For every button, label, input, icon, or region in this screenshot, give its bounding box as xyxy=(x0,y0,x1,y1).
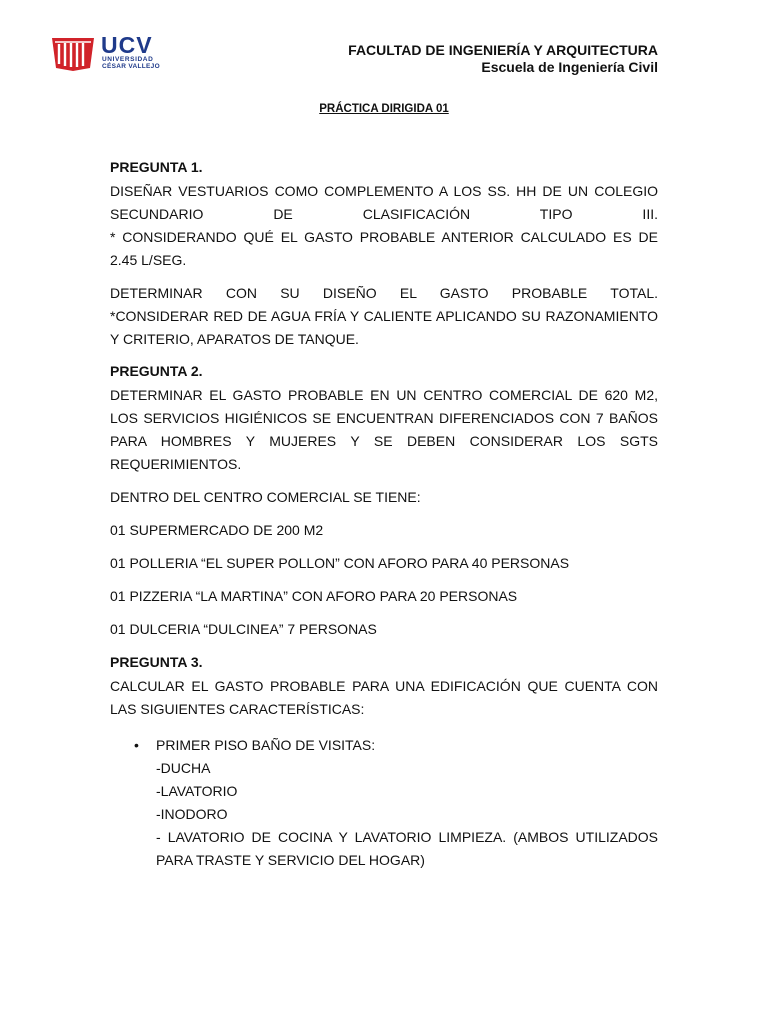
bullet-line: -INODORO xyxy=(156,806,228,822)
question-1-line: * CONSIDERANDO QUÉ EL GASTO PROBABLE ANTERIOR CALCULADO ES DE 2.45 L/SEG. xyxy=(110,229,658,268)
question-1-line: *CONSIDERAR RED DE AGUA FRÍA Y CALIENTE APLICANDO SU RAZONAMIENTO Y CRITERIO, APARATOS DE TANQUE. xyxy=(110,308,658,347)
bullet-line: -LAVATORIO xyxy=(156,783,238,799)
logo-subtitle-line2: CÉSAR VALLEJO xyxy=(102,63,160,70)
question-2-paragraph: DETERMINAR EL GASTO PROBABLE EN UN CENTRO COMERCIAL DE 620 M2, LOS SERVICIOS HIGIÉNICOS SE ENCUENTRAN DIFERENCIADOS CON 7 BAÑOS PARA HOMBRES Y MUJERES Y SE DEBEN CONSIDERAR LOS SGTS REQUERIMIENTOS. xyxy=(110,387,658,472)
document-title: PRÁCTICA DIRIGIDA 01 xyxy=(319,103,449,115)
bullet-line: PRIMER PISO BAÑO DE VISITAS: xyxy=(156,737,376,753)
faculty-header xyxy=(348,42,658,76)
question-2-heading: PREGUNTA 2. xyxy=(110,363,203,379)
bullet-icon: • xyxy=(134,737,139,753)
list-item: 01 POLLERIA “EL SUPER POLLON” CON AFORO PARA 40 PERSONAS xyxy=(110,555,570,571)
faculty-name: FACULTAD DE INGENIERÍA Y ARQUITECTURA xyxy=(348,42,658,58)
logo-wordmark: UCV xyxy=(101,32,153,58)
bullet-list xyxy=(110,734,658,872)
school-name: Escuela de Ingeniería Civil xyxy=(481,59,658,75)
list-item: 01 PIZZERIA “LA MARTINA” CON AFORO PARA 20 PERSONAS xyxy=(110,588,518,604)
question-1-heading: PREGUNTA 1. xyxy=(110,159,203,175)
ucv-shield-icon xyxy=(50,34,96,72)
ucv-logo xyxy=(50,34,170,72)
logo-subtitle-line1: UNIVERSIDAD xyxy=(102,56,154,63)
list-item: 01 DULCERIA “DULCINEA” 7 PERSONAS xyxy=(110,621,377,637)
bullet-line: - LAVATORIO DE COCINA Y LAVATORIO LIMPIEZA. (AMBOS UTILIZADOS PARA TRASTE Y SERVICIO DEL HOGAR) xyxy=(156,829,658,868)
question-1-line: DETERMINAR CON SU DISEÑO EL GASTO PROBABLE TOTAL. xyxy=(110,285,658,301)
question-1-line: DISEÑAR VESTUARIOS COMO COMPLEMENTO A LOS SS. HH DE UN COLEGIO xyxy=(110,183,658,199)
question-3-paragraph: CALCULAR EL GASTO PROBABLE PARA UNA EDIFICACIÓN QUE CUENTA CON LAS SIGUIENTES CARACTERÍSTICAS: xyxy=(110,678,658,717)
bullet-line: -DUCHA xyxy=(156,760,211,776)
question-3-heading: PREGUNTA 3. xyxy=(110,654,203,670)
question-1-line: SECUNDARIO DE CLASIFICACIÓN TIPO III. xyxy=(110,206,658,222)
document-body xyxy=(110,156,658,872)
question-2-paragraph: DENTRO DEL CENTRO COMERCIAL SE TIENE: xyxy=(110,489,421,505)
list-item: 01 SUPERMERCADO DE 200 M2 xyxy=(110,522,324,538)
